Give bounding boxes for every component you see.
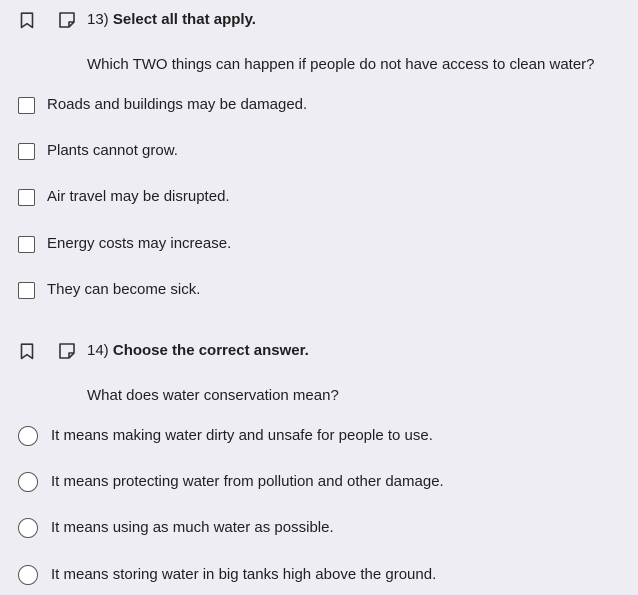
radio-button[interactable] [18,565,38,585]
option-label: It means using as much water as possible. [51,519,334,536]
option-label: It means storing water in big tanks high above the ground. [51,566,437,583]
checkbox[interactable] [18,236,35,253]
option-label: It means making water dirty and unsafe for people to use. [51,427,433,444]
answer-option[interactable] [18,140,178,162]
checkbox[interactable] [18,143,35,160]
option-label: They can become sick. [47,281,201,298]
question-instruction: Select all that apply. [112,11,256,28]
option-label: Plants cannot grow. [47,142,178,159]
question-prompt: Which TWO things can happen if people do not have access to clean water? [87,56,595,73]
radio-button[interactable] [18,518,38,538]
question-number: 13) [87,11,109,28]
answer-option[interactable] [18,425,433,447]
question-prompt: What does water conservation mean? [87,387,339,404]
radio-button[interactable] [18,472,38,492]
option-label: It means protecting water from pollution and other damage. [51,473,444,490]
answer-option[interactable] [18,564,436,586]
answer-option[interactable] [18,94,307,116]
option-label: Air travel may be disrupted. [47,188,230,205]
answer-option[interactable] [18,279,200,301]
question-instruction: Choose the correct answer. [112,342,309,359]
question-header [87,341,309,361]
note-icon[interactable] [58,11,76,29]
option-label: Roads and buildings may be damaged. [47,96,308,113]
answer-option[interactable] [18,186,230,208]
answer-option[interactable] [18,471,444,493]
radio-button[interactable] [18,426,38,446]
answer-option[interactable] [18,517,334,539]
checkbox[interactable] [18,282,35,299]
note-icon[interactable] [58,342,76,360]
question-header [87,10,256,30]
bookmark-icon[interactable] [20,12,34,29]
checkbox[interactable] [18,97,35,114]
checkbox[interactable] [18,189,35,206]
answer-option[interactable] [18,233,231,255]
bookmark-icon[interactable] [20,343,34,360]
question-number: 14) [87,342,109,359]
option-label: Energy costs may increase. [47,235,232,252]
